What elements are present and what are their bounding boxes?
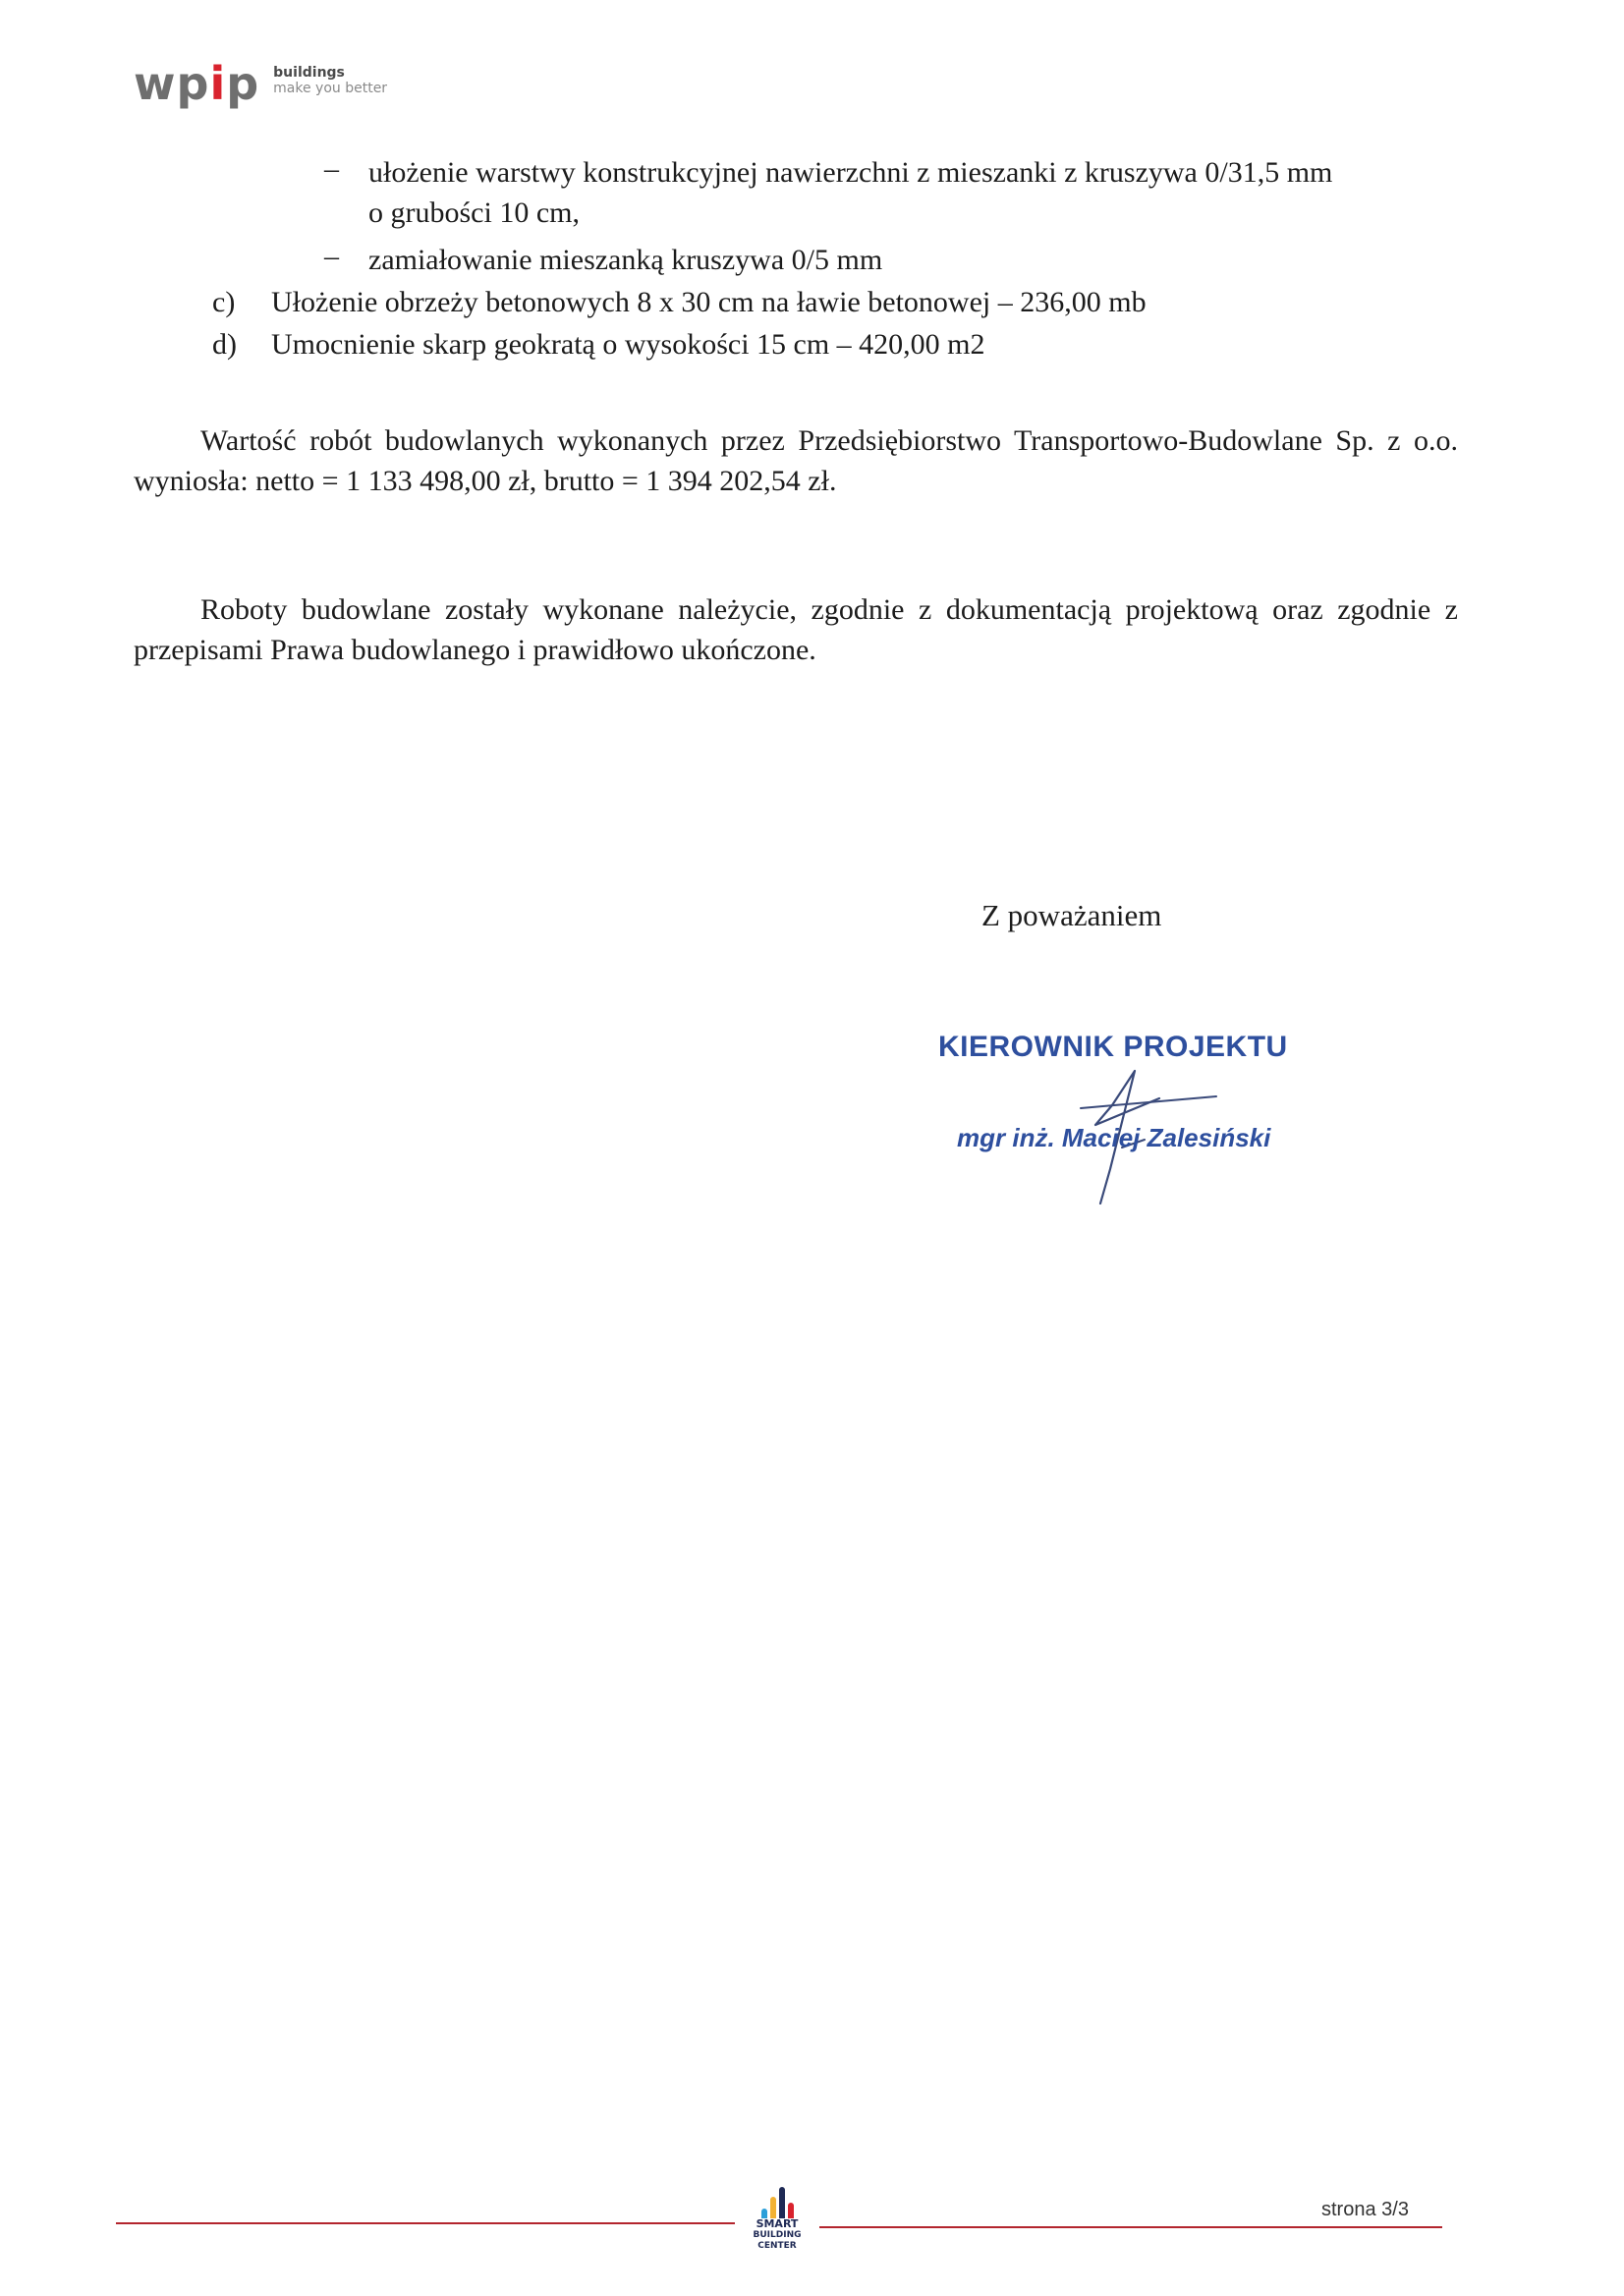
footer-divider-right: [819, 2226, 1442, 2228]
list-dash: –: [324, 152, 339, 185]
logo-tagline: [273, 65, 387, 96]
logo-wordmark: wpip: [134, 57, 260, 110]
list-marker-c: c): [212, 286, 236, 318]
logo-tagline-line2: make you better: [273, 81, 388, 96]
smart-building-center-logo: [748, 2185, 807, 2252]
logo-label-3: CENTER: [757, 2241, 797, 2251]
logo-tagline-line1: buildings: [273, 65, 345, 81]
footer-divider-left: [116, 2222, 735, 2224]
value-paragraph: Wartość robót budowlanych wykonanych przez Przedsiębiorstwo Transportowo-Budowlane Sp. z o.o. wyniosła: netto = 1 133 498,00 zł, brutto = 1 394 202,54 zł.: [134, 424, 1458, 497]
logo-label-2: BUILDING: [753, 2230, 802, 2240]
sub-item-text: ułożenie warstwy konstrukcyjnej nawierzchni z mieszanki z kruszywa 0/31,5 mm: [368, 156, 1333, 189]
logo-bars-icon: [748, 2185, 807, 2218]
list-marker-d: d): [212, 328, 237, 361]
closing-phrase: Z poważaniem: [981, 898, 1162, 932]
sub-item-text-continued: o grubości 10 cm,: [368, 196, 580, 229]
sub-item-text: zamiałowanie mieszanką kruszywa 0/5 mm: [368, 244, 883, 276]
stamp-name: mgr inż. Maciej Zalesiński: [957, 1123, 1271, 1152]
list-item-c: Ułożenie obrzeży betonowych 8 x 30 cm na ławie betonowej – 236,00 mb: [271, 286, 1147, 318]
page-number: strona 3/3: [1321, 2199, 1409, 2220]
logo-label-1: SMART: [756, 2217, 799, 2230]
company-logo: [134, 57, 387, 110]
quality-paragraph: Roboty budowlane zostały wykonane należycie, zgodnie z dokumentacją projektową oraz zgodnie z przepisami Prawa budowlanego i prawidłowo ukończone.: [134, 593, 1458, 666]
list-item-d: Umocnienie skarp geokratą o wysokości 15 cm – 420,00 m2: [271, 328, 985, 361]
list-dash: –: [324, 240, 339, 272]
stamp-role: KIEROWNIK PROJEKTU: [938, 1031, 1288, 1063]
